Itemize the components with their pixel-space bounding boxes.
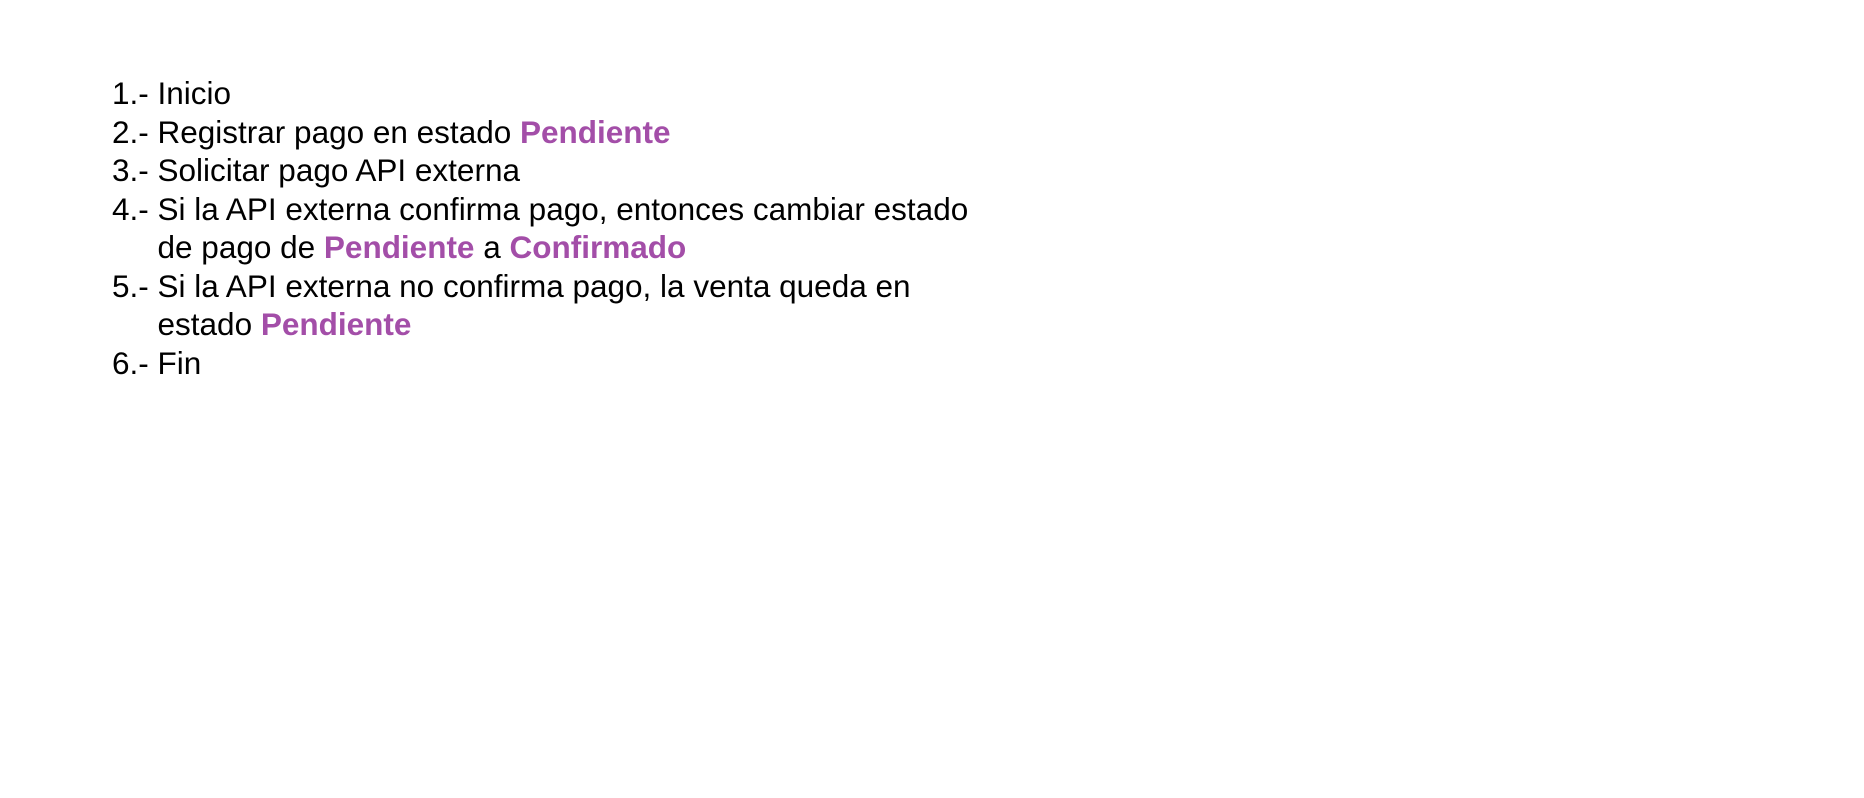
step-text-part: de pago de (157, 229, 324, 265)
step-text-part: Solicitar pago API externa (157, 152, 520, 188)
step-text-part: Si la API externa confirma pago, entonces cambiar estado (157, 190, 969, 227)
step-text-line (158, 267, 1052, 306)
step-number: 1.- (112, 75, 158, 111)
step-number: 5.- (112, 267, 158, 304)
status-pendiente: Pendiente (260, 306, 412, 342)
step-text-line (158, 305, 1052, 344)
step-text (158, 267, 1052, 344)
step-text-part: Fin (157, 344, 202, 381)
step-number: 2.- (112, 113, 158, 150)
step-number: 4.- (112, 190, 158, 227)
step-5 (112, 267, 1052, 344)
step-text (158, 113, 1052, 152)
step-text-line (158, 190, 1052, 229)
step-text (158, 344, 1052, 383)
step-1 (112, 74, 1052, 113)
step-text (158, 151, 1052, 190)
step-3 (112, 151, 1052, 190)
step-text (158, 190, 1052, 267)
step-text-part: estado (157, 306, 261, 342)
status-pendiente: Pendiente (323, 229, 475, 265)
step-text (158, 74, 1052, 113)
step-text-line (158, 228, 1052, 267)
step-text-part: Inicio (157, 75, 232, 111)
step-6 (112, 344, 1052, 383)
step-number: 6.- (112, 344, 158, 381)
steps-list (112, 74, 1052, 382)
step-4 (112, 190, 1052, 267)
step-2 (112, 113, 1052, 152)
status-confirmado: Confirmado (509, 229, 687, 265)
step-text-part: Registrar pago en estado (157, 113, 520, 150)
status-pendiente: Pendiente (520, 113, 671, 150)
step-text-part: a (474, 229, 510, 265)
step-number: 3.- (112, 152, 158, 188)
step-text-part: Si la API externa no confirma pago, la venta queda en (157, 267, 911, 304)
